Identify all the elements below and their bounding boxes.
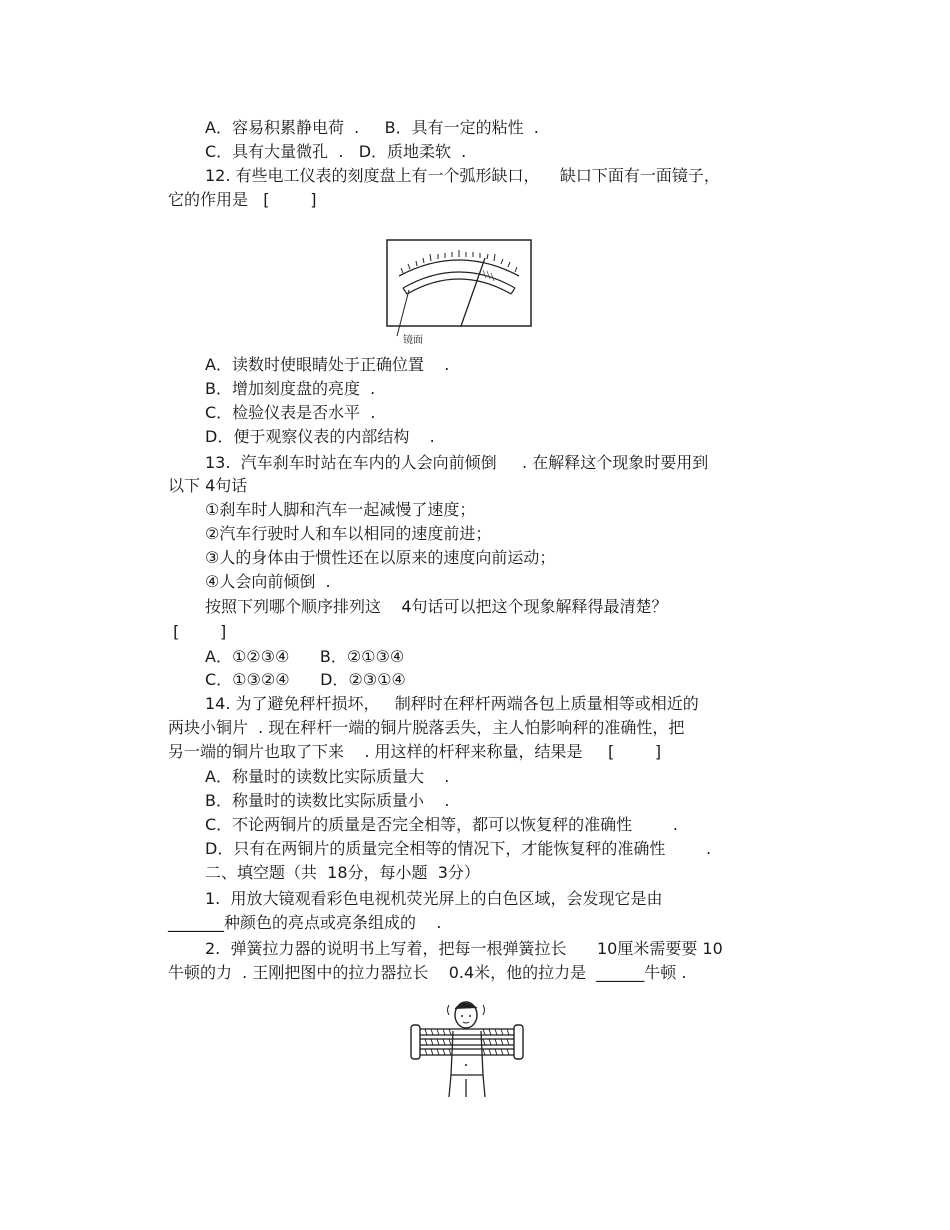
spring-bottom <box>419 1049 515 1055</box>
q13-sentence-3: ③人的身体由于惯性还在以原来的速度向前运动； <box>205 548 556 567</box>
pointer-needle <box>461 258 485 326</box>
q14-stem-line2: 两块小铜片 . 现在秤杆一端的铜片脱落丢失，主人怕影响秤的准确性，把 <box>168 718 685 737</box>
q14-option-c: C．不论两铜片的质量是否完全相等，都可以恢复秤的准确性 . <box>205 815 678 834</box>
mirror-arc-outer <box>403 272 515 288</box>
q12-option-c: C．检验仪表是否水平 . <box>205 403 376 422</box>
fill-q2-line2: 牛顿的力 . 王刚把图中的拉力器拉长 0.4米，他的拉力是 ______牛顿 . <box>168 963 687 982</box>
q13-options-line2: C．①③②④ D．②③①④ <box>205 670 406 689</box>
hair <box>455 1003 477 1009</box>
section2-heading: 二、填空题（共 18分，每小题 3分） <box>205 863 480 882</box>
mirror-leader-line <box>397 290 409 336</box>
q13-options-line1: A．①②③④ B．②①③④ <box>205 647 405 666</box>
q13-question: 按照下列哪个顺序排列这 4句话可以把这个现象解释得最清楚？ <box>205 597 668 616</box>
q13-sentence-2: ②汽车行驶时人和车以相同的速度前进； <box>205 524 492 543</box>
left-handle <box>411 1025 420 1059</box>
right-handle <box>514 1025 523 1059</box>
q13-stem-line1: 13. 汽车刹车时站在车内的人会向前倾倒 . 在解释这个现象时要用到 <box>205 453 709 472</box>
q13-stem-line2: 以下 4句话 <box>168 476 248 495</box>
q12-option-b: B．增加刻度盘的亮度 . <box>205 379 376 398</box>
q14-option-d: D．只有在两铜片的质量完全相等的情况下，才能恢复秤的准确性 . <box>205 839 712 858</box>
q13-sentence-1: ①刹车时人脚和汽车一起减慢了速度； <box>205 500 476 519</box>
q12-option-a: A．读数时使眼睛处于正确位置 . <box>205 355 450 374</box>
q11-options-line2: C．具有大量微孔 . D．质地柔软 . <box>205 142 467 161</box>
spring-expander-figure <box>405 995 530 1100</box>
q13-sentence-4: ④人会向前倾倒 . <box>205 572 331 591</box>
q14-stem-line1: 14. 为了避免秤杆损坏， 制秤时在秤杆两端各包上质量相等或相近的 <box>205 694 699 713</box>
q12-option-d: D．便于观察仪表的内部结构 . <box>205 427 435 446</box>
scale-arc <box>399 260 519 276</box>
q12-stem-line2: 它的作用是 [ ] <box>168 190 317 209</box>
mirror-label: 镜面 <box>403 335 423 346</box>
legs <box>449 1075 485 1097</box>
q14-stem-line3: 另一端的铜片也取了下来 . 用这样的杆秤来称量，结果是 [ ] <box>168 742 662 761</box>
scale-ticks <box>401 250 517 273</box>
spring-middle <box>419 1039 515 1045</box>
q13-answer-bracket: [ ] <box>168 622 227 641</box>
fill-q1-line2: _______种颜色的亮点或亮条组成的 . <box>168 913 442 932</box>
q12-stem-line1: 12. 有些电工仪表的刻度盘上有一个弧形缺口， 缺口下面有一面镜子， <box>205 166 720 185</box>
fill-q2-line1: 2. 弹簧拉力器的说明书上写着，把每一根弹簧拉长 10厘米需要要 10 <box>205 939 723 958</box>
spring-top <box>419 1029 515 1035</box>
mirror-hatching <box>483 270 494 281</box>
man-with-spring-expander-illustration <box>405 995 530 1100</box>
q14-option-a: A．称量时的读数比实际质量大 . <box>205 767 450 786</box>
q14-option-b: B．称量时的读数比实际质量小 . <box>205 791 450 810</box>
q11-options-line1: A．容易积累静电荷 . B．具有一定的粘性 . <box>205 118 539 137</box>
mirror-arc-inner <box>407 279 511 294</box>
fill-q1-line1: 1. 用放大镜观看彩色电视机荧光屏上的白色区域，会发现它是由 <box>205 889 663 908</box>
